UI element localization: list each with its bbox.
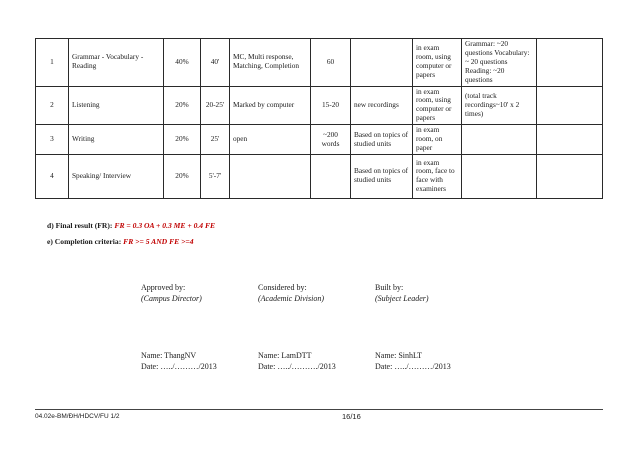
empty-cell [537, 86, 603, 125]
exam-part: Writing [69, 125, 164, 155]
considered-role: (Academic Division) [258, 294, 324, 303]
completion-label: e) Completion criteria: [47, 237, 122, 246]
approved-name-block [141, 350, 217, 372]
row-number: 3 [36, 125, 69, 155]
weight: 20% [164, 86, 201, 125]
weight: 40% [164, 39, 201, 87]
exam-part: Listening [69, 86, 164, 125]
built-date: Date: …../………/2013 [375, 362, 451, 371]
question-type: open [230, 125, 311, 155]
duration: 5'-7' [201, 154, 230, 198]
final-result-label: d) Final result (FR): [47, 221, 113, 230]
considered-date: Date: …../………./2013 [258, 362, 336, 371]
table-row [36, 39, 603, 87]
final-result-line [47, 221, 215, 230]
considered-name: Name: LamDTT [258, 351, 312, 360]
built-title: Built by: [375, 283, 404, 292]
weight: 20% [164, 125, 201, 155]
built-name: Name: SinhLT [375, 351, 423, 360]
considered-name-block [258, 350, 336, 372]
row-number: 4 [36, 154, 69, 198]
question-count: 60 [311, 39, 351, 87]
question-type: Marked by computer [230, 86, 311, 125]
duration: 20-25' [201, 86, 230, 125]
empty-cell [537, 125, 603, 155]
note: Grammar: ~20 questions Vocabulary: ~ 20 questions Reading: ~20 questions [462, 39, 537, 87]
exam-venue: in exam room, on paper [413, 125, 462, 155]
built-by-block [375, 282, 429, 304]
approved-by-block [141, 282, 202, 304]
approved-role: (Campus Director) [141, 294, 202, 303]
exam-venue: in exam room, using computer or papers [413, 86, 462, 125]
question-source: Based on topics of studied units [351, 154, 413, 198]
question-count: ~200 words [311, 125, 351, 155]
question-type: MC, Multi response, Matching, Completion [230, 39, 311, 87]
exam-venue: in exam room, face to face with examiners [413, 154, 462, 198]
question-type [230, 154, 311, 198]
note: (total track recordings~10' x 2 times) [462, 86, 537, 125]
exam-venue: in exam room, using computer or papers [413, 39, 462, 87]
note [462, 154, 537, 198]
page-number: 16/16 [342, 412, 361, 421]
row-number: 2 [36, 86, 69, 125]
question-count: 15-20 [311, 86, 351, 125]
considered-by-block [258, 282, 324, 304]
approved-title: Approved by: [141, 283, 186, 292]
duration: 40' [201, 39, 230, 87]
considered-title: Considered by: [258, 283, 307, 292]
weight: 20% [164, 154, 201, 198]
note [462, 125, 537, 155]
completion-criteria-line [47, 237, 194, 246]
table-row [36, 154, 603, 198]
exam-part: Speaking/ Interview [69, 154, 164, 198]
row-number: 1 [36, 39, 69, 87]
footer-divider [35, 409, 603, 410]
built-name-block [375, 350, 451, 372]
exam-part: Grammar - Vocabulary - Reading [69, 39, 164, 87]
assessment-table [35, 38, 603, 199]
duration: 25' [201, 125, 230, 155]
question-source [351, 39, 413, 87]
question-source: Based on topics of studied units [351, 125, 413, 155]
approved-name: Name: ThangNV [141, 351, 197, 360]
approved-date: Date: …../………/2013 [141, 362, 217, 371]
empty-cell [537, 39, 603, 87]
built-role: (Subject Leader) [375, 294, 429, 303]
question-source: new recordings [351, 86, 413, 125]
table-row [36, 125, 603, 155]
footer-document-code: 04.02e-BM/ĐH/HDCV/FU 1/2 [35, 413, 120, 420]
empty-cell [537, 154, 603, 198]
table-row [36, 86, 603, 125]
final-result-formula: FR = 0.3 OA + 0.3 ME + 0.4 FE [114, 221, 216, 230]
completion-formula: FR >= 5 AND FE >=4 [123, 237, 194, 246]
question-count [311, 154, 351, 198]
